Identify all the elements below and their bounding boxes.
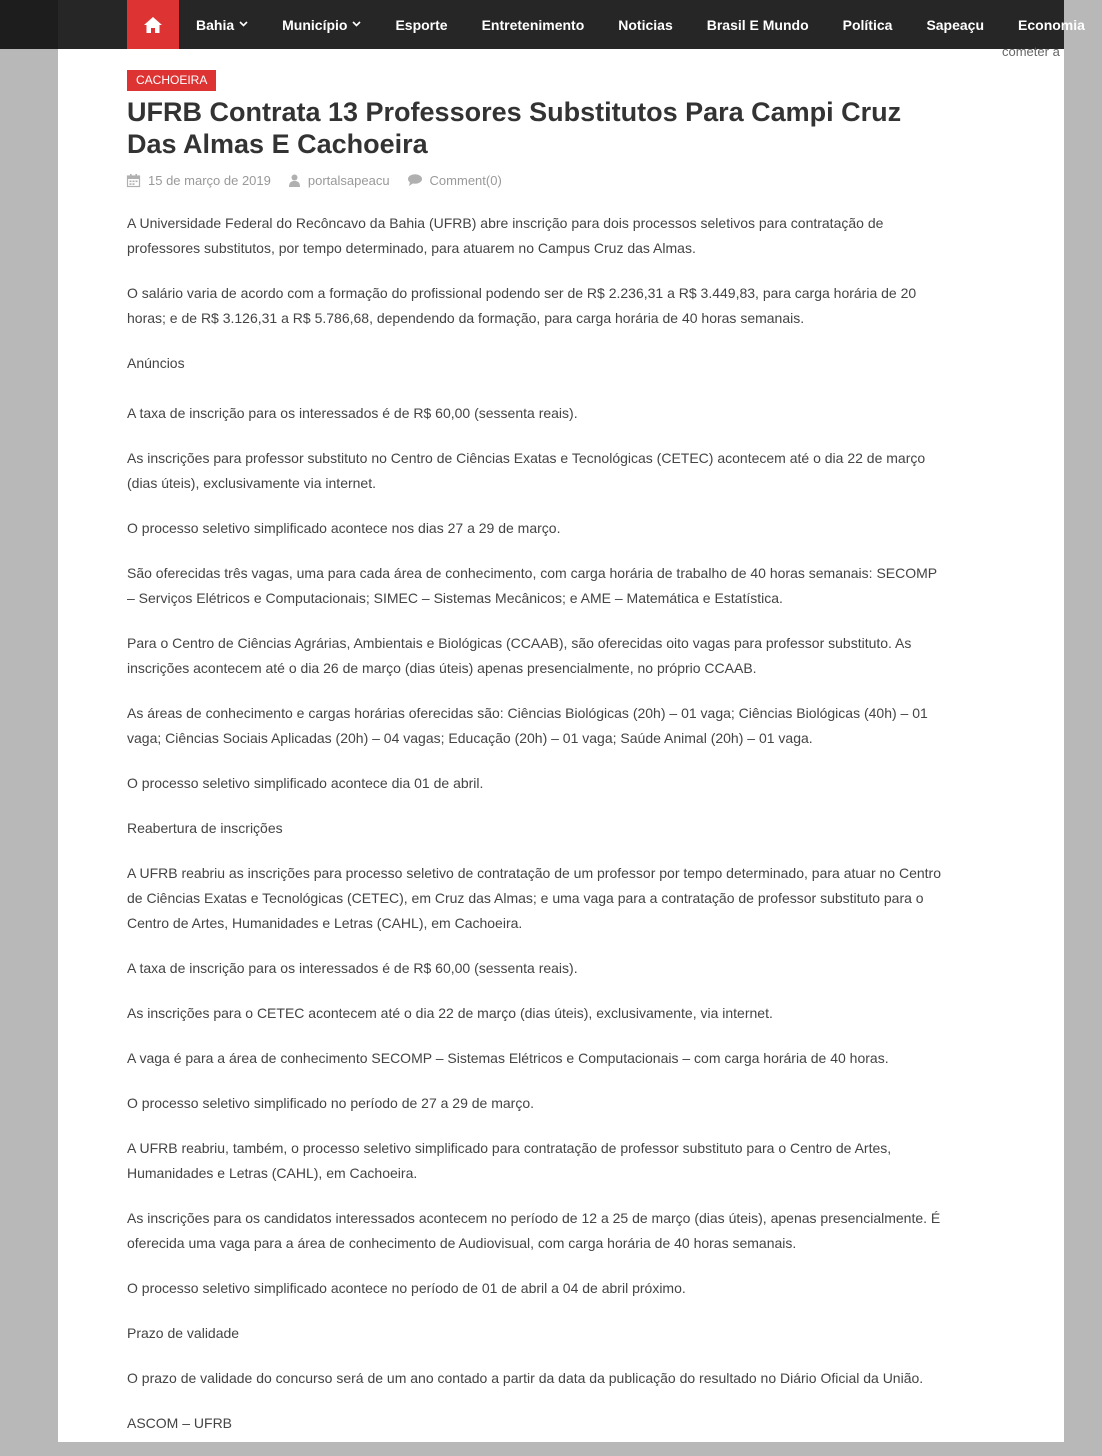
article-paragraph: O processo seletivo simplificado no período de 27 a 29 de março.: [127, 1095, 535, 1111]
main-menu: [179, 0, 1102, 49]
article-paragraph: Para o Centro de Ciências Agrárias, Ambientais e Biológicas (CCAAB), são oferecidas oito vagas para professor substituto. As inscrições acontecem até o dia 26 de março (dias úteis) apenas presencialmente, no próprio CCAAB.: [127, 635, 912, 676]
nav-item-label: Sapeaçu: [926, 16, 985, 33]
nav-item-brasil-e-mundo[interactable]: [690, 0, 826, 49]
article-paragraph: As áreas de conhecimento e cargas horárias oferecidas são: Ciências Biológicas (20h) – 01 vaga; Ciências Biológicas (40h) – 01 vaga; Ciências Sociais Aplicadas (20h) – 04 vagas; Educação (20h) – 01 vaga; Saúde Animal (20h) – 01 vaga.: [127, 705, 928, 746]
chevron-down-icon: [352, 19, 361, 30]
article-paragraph: O salário varia de acordo com a formação do profissional podendo ser de R$ 2.236,31 a R$ 3.449,83, para carga horária de 20 horas; e de R$ 3.126,31 a R$ 5.786,68, dependendo da formação, para carga horária de 40 horas semanais.: [127, 285, 917, 326]
nav-item-esporte[interactable]: [378, 0, 464, 49]
article-paragraph: Anúncios: [127, 355, 185, 371]
post-author-text: portalsapeacu: [307, 172, 390, 188]
nav-item-bahia[interactable]: [179, 0, 265, 49]
article-paragraph: A taxa de inscrição para os interessados é de R$ 60,00 (sessenta reais).: [127, 405, 578, 421]
post-date[interactable]: [127, 173, 271, 188]
article-paragraph: Prazo de validade: [127, 1325, 240, 1341]
nav-item-label: Economia: [1018, 16, 1085, 33]
article-paragraph: Reabertura de inscrições: [127, 820, 283, 836]
article-paragraph: O prazo de validade do concurso será de um ano contado a partir da data da publicação do resultado no Diário Oficial da União.: [127, 1370, 924, 1386]
article-paragraph: O processo seletivo simplificado acontece dia 01 de abril.: [127, 775, 484, 791]
post-comments-text: Comment(0): [429, 172, 502, 188]
topbar-left-edge: [0, 0, 58, 49]
nav-item-label: Noticias: [618, 16, 673, 33]
post-comments[interactable]: [408, 173, 502, 188]
article-paragraph: ASCOM – UFRB: [127, 1415, 233, 1431]
article-paragraph: A UFRB reabriu, também, o processo seletivo simplificado para contratação de professor substituto para o Centro de Artes, Humanidades e Letras (CAHL), em Cachoeira.: [127, 1140, 892, 1181]
article-paragraph: As inscrições para o CETEC acontecem até o dia 22 de março (dias úteis), exclusivamente, via internet.: [127, 1005, 773, 1021]
nav-item-economia[interactable]: [1001, 0, 1102, 49]
nav-item-noticias[interactable]: [601, 0, 689, 49]
article-meta: [127, 172, 942, 188]
nav-item-munic-pio[interactable]: [265, 0, 378, 49]
article-paragraph: As inscrições para professor substituto no Centro de Ciências Exatas e Tecnológicas (CETEC) acontecem até o dia 22 de março (dias úteis), exclusivamente via internet.: [127, 450, 926, 491]
article-paragraph: As inscrições para os candidatos interessados acontecem no período de 12 a 25 de março (dias úteis), apenas presencialmente. É oferecida uma vaga para a área de conhecimento de Audiovisual, com carga horária de 40 horas semanais.: [127, 1210, 941, 1251]
article-title: UFRB Contrata 13 Professores Substitutos Para Campi Cruz Das Almas E Cachoeira: [127, 97, 902, 159]
nav-item-label: Entretenimento: [481, 16, 585, 33]
user-icon: [289, 174, 300, 187]
post-author[interactable]: [289, 173, 390, 188]
nav-item-label: Bahia: [196, 16, 235, 33]
nav-item-label: Esporte: [395, 16, 448, 33]
article: [127, 70, 942, 1456]
article-paragraph: São oferecidas três vagas, uma para cada área de conhecimento, com carga horária de trabalho de 40 horas semanais: SECOMP – Serviços Elétricos e Computacionais; SIMEC – Sistemas Mecânicos; e AME – Matemática e Estatística.: [127, 565, 937, 606]
comment-icon: [408, 174, 422, 186]
article-paragraph: A vaga é para a área de conhecimento SECOMP – Sistemas Elétricos e Computacionais – com carga horária de 40 horas.: [127, 1050, 889, 1066]
article-paragraph: A taxa de inscrição para os interessados é de R$ 60,00 (sessenta reais).: [127, 960, 578, 976]
article-paragraph: O processo seletivo simplificado acontece nos dias 27 a 29 de março.: [127, 520, 561, 536]
nav-item-label: Município: [282, 16, 348, 33]
article-body: [127, 211, 942, 1436]
top-navigation-bar: [0, 0, 1085, 49]
calendar-icon: [127, 174, 140, 187]
category-badge[interactable]: CACHOEIRA: [127, 70, 216, 91]
home-icon: [143, 16, 163, 34]
sidebar-widget-text: cometer a: [1002, 44, 1060, 59]
article-paragraph: A UFRB reabriu as inscrições para processo seletivo de contratação de um professor por tempo determinado, para atuar no Centro de Ciências Exatas e Tecnológicas (CETEC), em Cruz das Almas; e uma vaga para a contratação de professor substituto para o Centro de Artes, Humanidades e Letras (CAHL), em Cachoeira.: [127, 865, 941, 931]
post-date-text: 15 de março de 2019: [148, 172, 271, 188]
home-button[interactable]: [127, 0, 179, 49]
nav-item-entretenimento[interactable]: [465, 0, 602, 49]
nav-item-sapea-u[interactable]: [909, 0, 1001, 49]
article-paragraph: A Universidade Federal do Recôncavo da Bahia (UFRB) abre inscrição para dois processos seletivos para contratação de professores substitutos, por tempo determinado, para atuarem no Campus Cruz das Almas.: [127, 215, 884, 256]
nav-item-label: Política: [842, 16, 893, 33]
article-paragraph: O processo seletivo simplificado acontece no período de 01 de abril a 04 de abril próximo.: [127, 1280, 686, 1296]
nav-item-pol-tica[interactable]: [826, 0, 910, 49]
chevron-down-icon: [239, 19, 248, 30]
nav-item-label: Brasil E Mundo: [706, 16, 809, 33]
